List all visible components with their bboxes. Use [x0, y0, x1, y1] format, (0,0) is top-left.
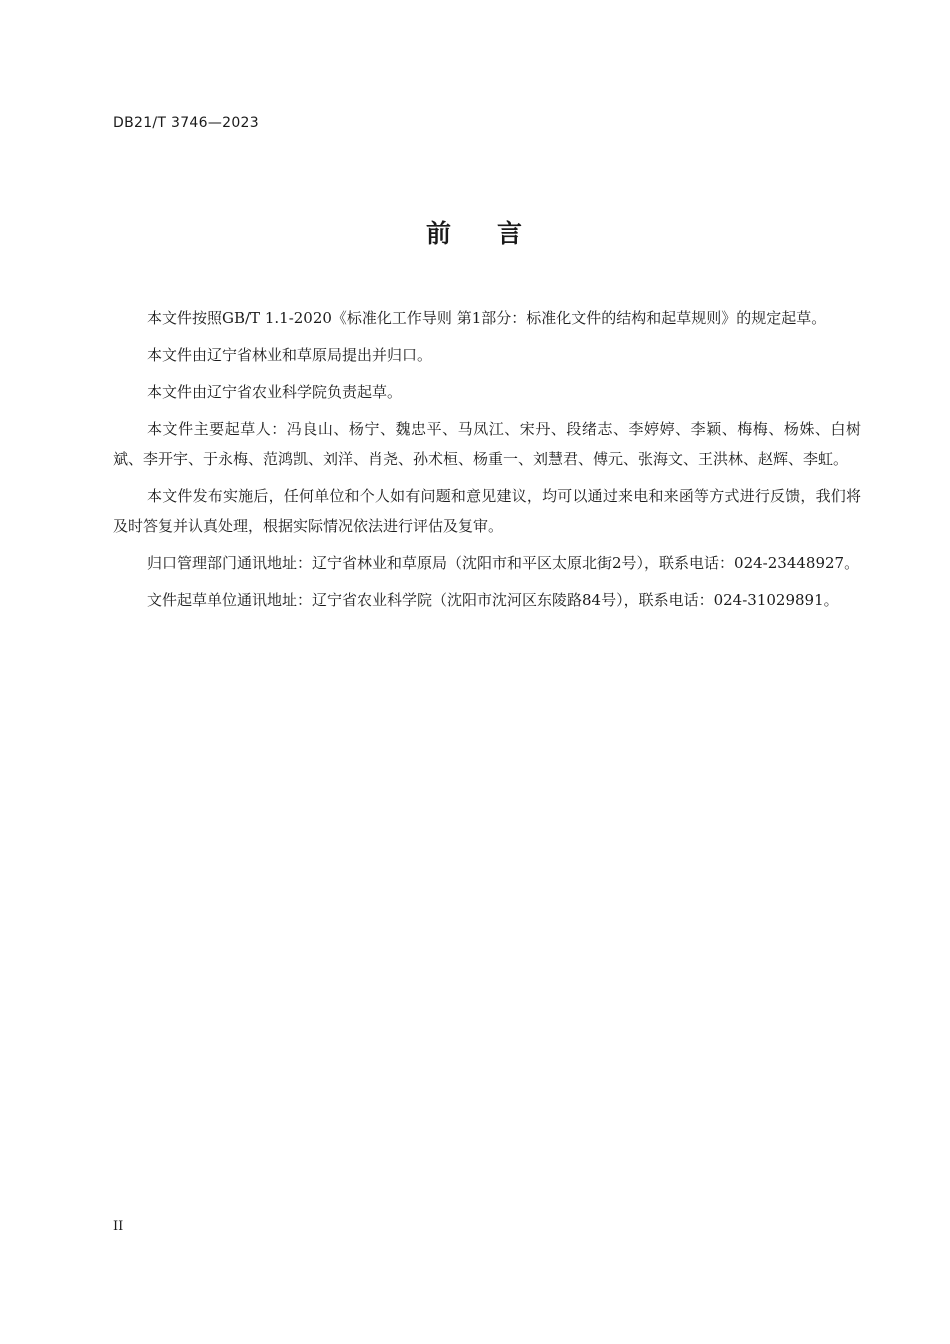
paragraph-proposer: 本文件由辽宁省林业和草原局提出并归口。	[147, 346, 433, 364]
title-char-2: 言	[497, 219, 525, 248]
paragraph-drafting-unit: 本文件由辽宁省农业科学院负责起草。	[147, 383, 403, 401]
paragraph-management-address: 归口管理部门通讯地址：辽宁省林业和草原局（沈阳市和平区太原北街2号），联系电话：024-23448927。	[147, 554, 860, 572]
paragraph-drafters: 本文件主要起草人：冯良山、杨宁、魏忠平、马凤江、宋丹、段绪志、李婷婷、李颖、梅梅、杨姝、白树斌、李开宇、于永梅、范鸿凯、刘洋、肖尧、孙术桓、杨重一、刘慧君、傅元、张海文、王洪林、赵辉、李虹。	[113, 420, 861, 468]
document-code: DB21/T 3746—2023	[113, 115, 259, 131]
page-title	[0, 214, 950, 250]
title-char-1: 前	[425, 219, 453, 248]
paragraph-drafter-address: 文件起草单位通讯地址：辽宁省农业科学院（沈阳市沈河区东陵路84号），联系电话：024-31029891。	[147, 591, 839, 609]
page-number: II	[113, 1219, 124, 1234]
paragraph-feedback: 本文件发布实施后，任何单位和个人如有问题和意见建议，均可以通过来电和来函等方式进行反馈，我们将及时答复并认真处理，根据实际情况依法进行评估及复审。	[113, 487, 861, 535]
foreword-body	[113, 303, 861, 622]
paragraph-drafting-rules: 本文件按照GB/T 1.1-2020《标准化工作导则 第1部分：标准化文件的结构和起草规则》的规定起草。	[147, 309, 827, 327]
